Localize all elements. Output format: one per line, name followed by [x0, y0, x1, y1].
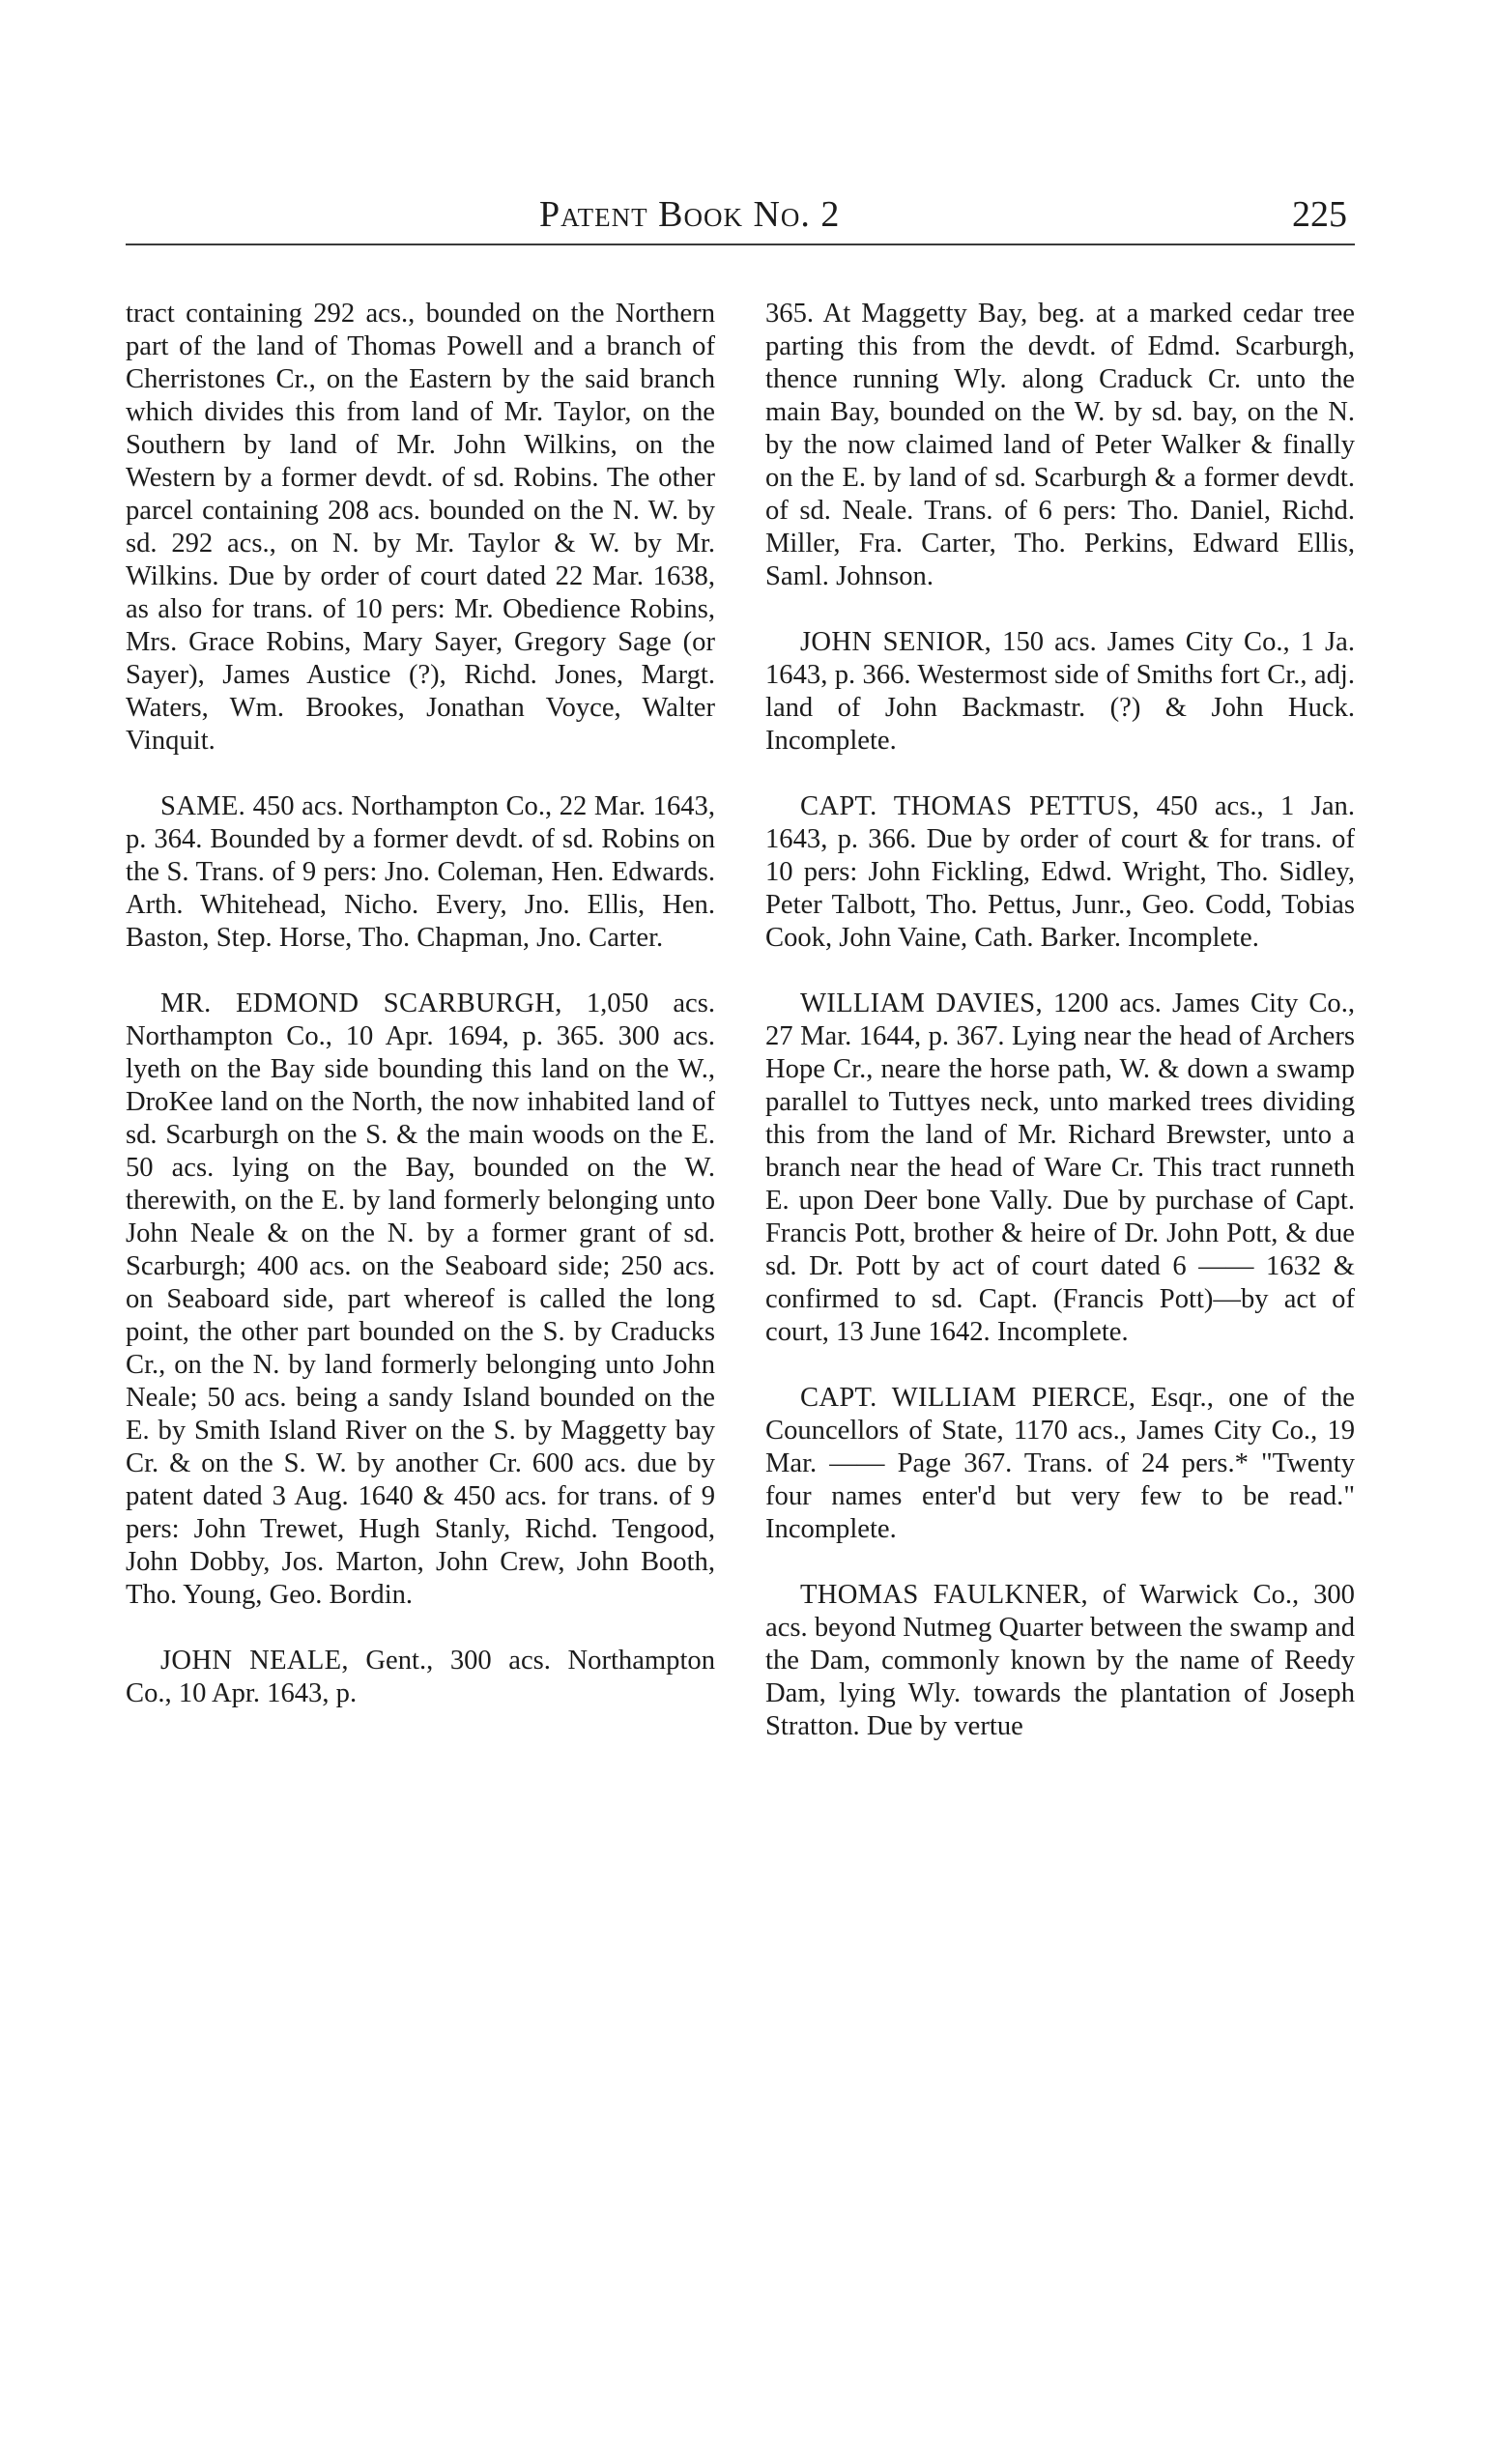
patent-entry [765, 626, 1355, 758]
entry-heading: SAME. [160, 791, 246, 821]
entry-heading: JOHN NEALE, [160, 1646, 349, 1676]
running-header [126, 193, 1355, 245]
entry-text: 1200 acs. James City Co., 27 Mar. 1644, p. 367. Lying near the head of Archers Hope Cr., neare the horse path, W. & down a swamp parallel to Tuttyes neck, unto marked trees dividing this from the land of Mr. Richard Brewster, unto a branch near the head of Ware Cr. This tract runneth E. upon Deer bone Vally. Due by purchase of Capt. Francis Pott, brother & heire of Dr. John Pott, & due sd. Dr. Pott by act of court dated 6 —— 1632 & confirmed to sd. Capt. (Francis Pott)—by act of court, 13 June 1642. Incomplete. [765, 988, 1356, 1347]
entry-text: 450 acs., 1 Jan. 1643, p. 366. Due by order of court & for trans. of 10 pers: John Fickling, Edwd. Wright, Tho. Sidley, Peter Talbott, Tho. Pettus, Junr., Geo. Codd, Tobias Cook, John Vaine, Cath. Barker. Incomplete. [765, 791, 1355, 953]
entry-heading: JOHN SENIOR, [800, 627, 992, 657]
entry-heading: CAPT. WILLIAM PIERCE, [800, 1383, 1136, 1413]
patent-entry [126, 1645, 715, 1710]
entry-heading: WILLIAM DAVIES, [800, 988, 1043, 1018]
patent-entry [126, 988, 715, 1612]
page-number: 225 [1292, 194, 1347, 235]
entry-text: tract containing 292 acs., bounded on the Northern part of the land of Thomas Powell and a branch of Cherristones Cr., on the Eastern by the said branch which divides this from land of Mr. Taylor, on the Southern by land of Mr. John Wilkins, on the Western by a former devdt. of sd. Robins. The other parcel containing 208 acs. bounded on the N. W. by sd. 292 acs., on N. by Mr. Taylor & W. by Mr. Wilkins. Due by order of court dated 22 Mar. 1638, as also for trans. of 10 pers: Mr. Obedience Robins, Mrs. Grace Robins, Mary Sayer, Gregory Sage (or Sayer), James Austice (?), Richd. Jones, Margt. Waters, Wm. Brookes, Jonathan Voyce, Walter Vinquit. [126, 299, 715, 756]
patent-entry [765, 1579, 1355, 1743]
entry-text: 365. At Maggetty Bay, beg. at a marked cedar tree parting this from the devdt. of Edmd. Scarburgh, thence running Wly. along Craduck Cr. unto the main Bay, bounded on the W. by sd. bay, on the N. by the now claimed land of Peter Walker & finally on the E. by land of sd. Scarburgh & a former devdt. of sd. Neale. Trans. of 6 pers: Tho. Daniel, Richd. Miller, Fra. Carter, Tho. Perkins, Edward Ellis, Saml. Johnson. [765, 299, 1355, 591]
entry-text: 1,050 acs. Northampton Co., 10 Apr. 1694, p. 365. 300 acs. lyeth on the Bay side bounding this land on the W., DroKee land on the North, the now inhabited land of sd. Scarburgh on the S. & the main woods on the E. 50 acs. lying on the Bay, bounded on the W. therewith, on the E. by land formerly belonging unto John Neale & on the N. by a former grant of sd. Scarburgh; 400 acs. on the Seaboard side; 250 acs. on Seaboard side, part whereof is called the long point, the other part bounded on the S. by Craducks Cr., on the N. by land formerly belonging unto John Neale; 50 acs. being a sandy Island bounded on the E. by Smith Island River on the S. by Maggetty bay Cr. & on the S. W. by another Cr. 600 acs. due by patent dated 3 Aug. 1640 & 450 acs. for trans. of 9 pers: John Trewet, Hugh Stanly, Richd. Tengood, John Dobby, Jos. Marton, John Crew, John Booth, Tho. Young, Geo. Bordin. [126, 988, 715, 1610]
entry-text: of Warwick Co., 300 acs. beyond Nutmeg Quarter between the swamp and the Dam, commonly known by the name of Reedy Dam, lying Wly. towards the plantation of Joseph Stratton. Due by vertue [765, 1580, 1355, 1741]
entry-heading: CAPT. THOMAS PETTUS, [800, 791, 1140, 821]
left-column [126, 298, 715, 1743]
running-title: Patent Book No. 2 [539, 194, 841, 235]
patent-entry [765, 790, 1355, 955]
patent-entry [765, 1382, 1355, 1546]
patent-entry-continued [126, 298, 715, 758]
entry-heading: MR. EDMOND SCARBURGH, [160, 988, 562, 1018]
entry-text: Gent., 300 acs. Northampton Co., 10 Apr. 1643, p. [126, 1646, 715, 1708]
entry-text: 150 acs. James City Co., 1 Ja. 1643, p. 366. Westermost side of Smiths fort Cr., adj. land of John Backmastr. (?) & John Huck. Incomplete. [765, 627, 1355, 756]
entry-text: 450 acs. Northampton Co., 22 Mar. 1643, p. 364. Bounded by a former devdt. of sd. Robins on the S. Trans. of 9 pers: Jno. Coleman, Hen. Edwards. Arth. Whitehead, Nicho. Every, Jno. Ellis, Hen. Baston, Step. Horse, Tho. Chapman, Jno. Carter. [126, 791, 715, 953]
patent-entry [126, 790, 715, 955]
entry-heading: THOMAS FAULKNER, [800, 1580, 1088, 1610]
right-column [765, 298, 1355, 1776]
patent-entry-continued [765, 298, 1355, 593]
entry-text: Esqr., one of the Councellors of State, 1170 acs., James City Co., 19 Mar. —— Page 367. Trans. of 24 pers.* "Twenty four names enter'd but very few to be read." Incomplete. [765, 1383, 1356, 1544]
patent-entry [765, 988, 1355, 1349]
